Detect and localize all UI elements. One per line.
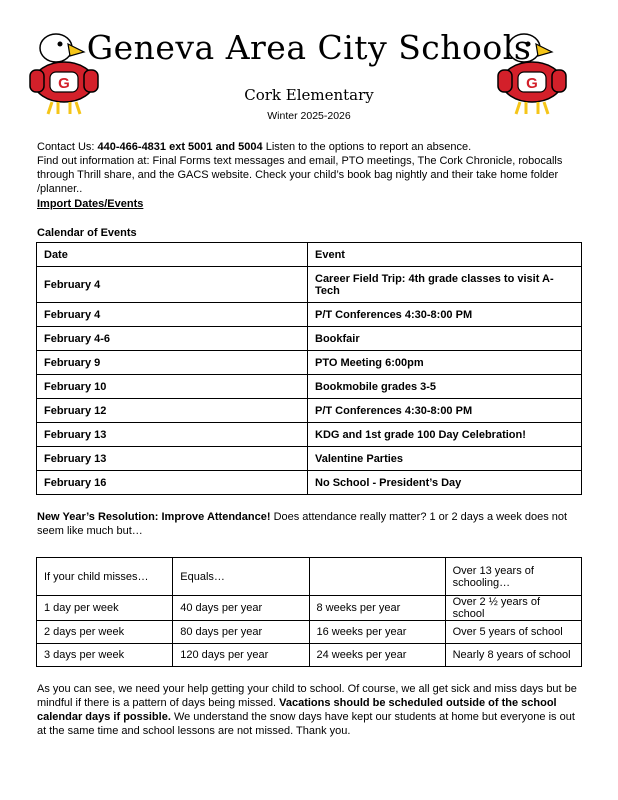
attendance-cell: 3 days per week bbox=[37, 644, 173, 667]
attendance-row bbox=[37, 596, 582, 621]
events-row bbox=[37, 423, 582, 447]
event-name-cell: PTO Meeting 6:00pm bbox=[308, 351, 582, 375]
attendance-row bbox=[37, 621, 582, 644]
event-name-cell: Bookmobile grades 3-5 bbox=[308, 375, 582, 399]
attendance-cell: 24 weeks per year bbox=[309, 644, 445, 667]
event-date-cell: February 4-6 bbox=[37, 327, 308, 351]
events-table bbox=[36, 242, 582, 495]
contact-info bbox=[37, 140, 585, 154]
attendance-cell: 40 days per year bbox=[173, 596, 309, 621]
events-header-row bbox=[37, 243, 582, 267]
info-text: Find out information at: Final Forms text messages and email, PTO meetings, The Cork Chronicle, robocalls through Thrill share, and the GACS website. Check your child’s book bag nightly and their take home folder /planner.. bbox=[37, 155, 563, 195]
events-row bbox=[37, 375, 582, 399]
event-name-cell: Career Field Trip: 4th grade classes to visit A-Tech bbox=[308, 267, 582, 303]
event-date-cell: February 12 bbox=[37, 399, 308, 423]
event-name-cell: Event bbox=[308, 243, 582, 267]
attendance-table bbox=[36, 557, 582, 667]
attendance-cell bbox=[309, 558, 445, 596]
event-date-cell: February 16 bbox=[37, 471, 308, 495]
attendance-cell: 2 days per week bbox=[37, 621, 173, 644]
closing-text-2: We understand the snow days have kept our students at home but everyone is out at the same time and school lessons are not missed. Thank you. bbox=[37, 711, 575, 737]
event-name-cell: KDG and 1st grade 100 Day Celebration! bbox=[308, 423, 582, 447]
event-date-cell: February 10 bbox=[37, 375, 308, 399]
closing-text-1: As you can see, we need your help getting your child to school. Of course, we all get sick and miss days but be mindful if there is a pattern of days being missed. bbox=[37, 683, 577, 709]
phone-number: 440-466-4831 ext 5001 and 5004 bbox=[97, 141, 263, 153]
attendance-cell: 80 days per year bbox=[173, 621, 309, 644]
attendance-cell: 120 days per year bbox=[173, 644, 309, 667]
mascot-letter: G bbox=[526, 75, 538, 92]
attendance-cell: Equals… bbox=[173, 558, 309, 596]
attendance-cell: Over 2 ½ years of school bbox=[445, 596, 581, 621]
attendance-cell: 1 day per week bbox=[37, 596, 173, 621]
event-name-cell: Valentine Parties bbox=[308, 447, 582, 471]
resolution-paragraph bbox=[37, 510, 585, 538]
events-row bbox=[37, 327, 582, 351]
events-row bbox=[37, 351, 582, 375]
events-row bbox=[37, 303, 582, 327]
event-date-cell: February 13 bbox=[37, 447, 308, 471]
page-title: Geneva Area City Schools bbox=[86, 28, 532, 67]
attendance-cell: Over 13 years of schooling… bbox=[445, 558, 581, 596]
attendance-cell: Nearly 8 years of school bbox=[445, 644, 581, 667]
important-dates-heading: Import Dates/Events bbox=[37, 198, 144, 210]
event-date-cell: February 9 bbox=[37, 351, 308, 375]
event-name-cell: P/T Conferences 4:30-8:00 PM bbox=[308, 399, 582, 423]
school-name: Cork Elementary bbox=[244, 86, 374, 104]
event-date-cell: February 13 bbox=[37, 423, 308, 447]
event-date-cell: February 4 bbox=[37, 267, 308, 303]
attendance-cell: If your child misses… bbox=[37, 558, 173, 596]
mascot-letter: G bbox=[58, 75, 70, 92]
attendance-row bbox=[37, 644, 582, 667]
resolution-text: Does attendance really matter? 1 or 2 days a week does not seem like much but… bbox=[37, 511, 568, 537]
events-row bbox=[37, 447, 582, 471]
attendance-cell: 16 weeks per year bbox=[309, 621, 445, 644]
event-name-cell: No School - President’s Day bbox=[308, 471, 582, 495]
closing-paragraph bbox=[37, 682, 585, 738]
closing-vacation-note: Vacations should be scheduled outside of the school calendar days if possible. bbox=[37, 697, 557, 723]
calendar-heading: Calendar of Events bbox=[37, 227, 137, 239]
events-row bbox=[37, 471, 582, 495]
event-name-cell: Bookfair bbox=[308, 327, 582, 351]
contact-prefix: Contact Us: bbox=[37, 141, 98, 153]
contact-suffix: Listen to the options to report an absence. bbox=[262, 141, 472, 153]
attendance-cell: Over 5 years of school bbox=[445, 621, 581, 644]
event-name-cell: P/T Conferences 4:30-8:00 PM bbox=[308, 303, 582, 327]
event-date-cell: Date bbox=[37, 243, 308, 267]
attendance-header-row bbox=[37, 558, 582, 596]
events-row bbox=[37, 399, 582, 423]
attendance-cell: 8 weeks per year bbox=[309, 596, 445, 621]
term-label: Winter 2025-2026 bbox=[267, 110, 351, 122]
resolution-heading: New Year’s Resolution: Improve Attendance! bbox=[37, 511, 271, 523]
event-date-cell: February 4 bbox=[37, 303, 308, 327]
events-row bbox=[37, 267, 582, 303]
